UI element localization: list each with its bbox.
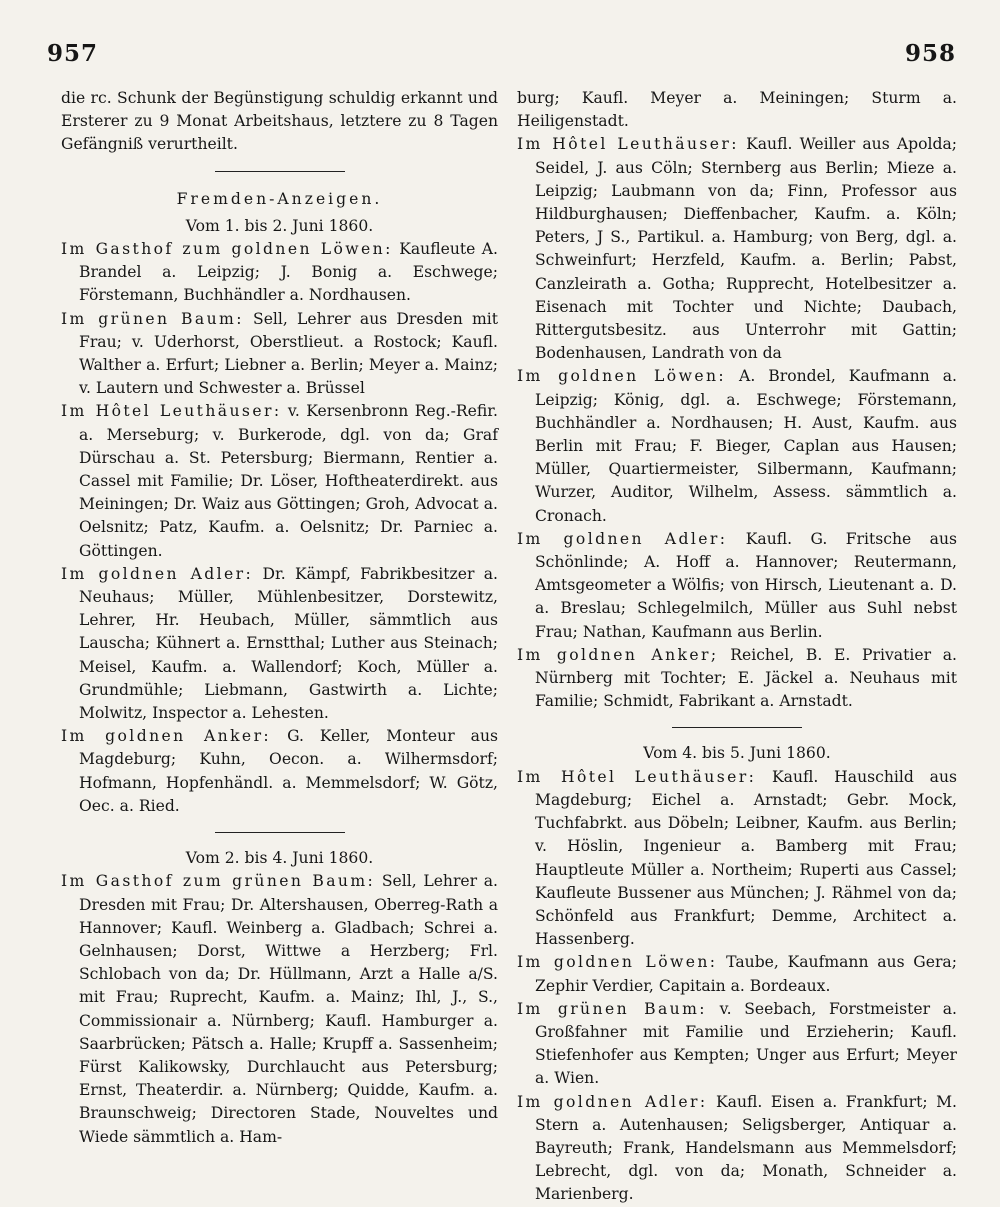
guest-list: Kaufl. Weiller aus Apolda; Seidel, J. aus Cöln; Sternberg aus Berlin; Mieze a. Leipzig; Laubmann von da; Finn, Professor aus Hildburghausen; Dieffenbacher, Kaufm. a. Köln; Peters, J S., Partikul. a. Hamburg; von Berg, dgl. a. Schweinfurt; Herzfeld, Kaufm. a. Berlin; Pabst, Canzleirath a. Gotha; Rupprecht, Hotelbesitzer a. Eisenach mit Tochter und Nichte; Daubach, Rittergutsbesitz. aus Unterrohr mit Gattin; Bodenhausen, Landrath von da <box>535 135 958 363</box>
guest-list: Kaufl. Eisen a. Frankfurt; M. Stern a. Autenhausen; Seligsberger, Antiquar a. Bayreuth; Frank, Handelsmann aus Memmelsdorf; Lebrecht, dgl. von da; Monath, Schneider a. Marienberg. <box>535 1092 957 1204</box>
section-divider <box>215 832 345 833</box>
guest-list: A. Brondel, Kaufmann a. Leipzig; König, dgl. a. Eschwege; Förstemann, Buchhändler a. Nordhausen; H. Aust, Kaufm. aus Berlin mit Frau; F. Bieger, Caplan aus Hausen; Müller, Quartiermeister, Silbermann, Kaufmann; Wurzer, Auditor, Wilhelm, Assess. sämmtlich a. Cronach. <box>535 367 957 525</box>
guest-list: Dr. Kämpf, Fabrikbesitzer a. Neuhaus; Müller, Mühlenbesitzer, Dorstewitz, Lehrer, Hr. Heubach, Müller, sämmtlich aus Lauscha; Kühnert a. Ernstthal; Luther aus Steinach; Meisel, Kaufm. a. Wallendorf; Koch, Müller a. Grundmühle; Liebmann, Gastwirth a. Lichte; Molwitz, Inspector a. Lehesten. <box>79 564 498 723</box>
guest-list: Kaufleute A. Brandel a. Leipzig; J. Bonig a. Eschwege; Förstemann, Buchhändler a. Nordhausen. <box>79 240 498 305</box>
hotel-listing-group <box>517 766 957 1207</box>
section-heading: Fremden-Anzeigen. <box>176 189 383 208</box>
date-heading: Vom 1. bis 2. Juni 1860. <box>185 216 374 235</box>
hotel-name: Im grünen Baum: <box>61 309 244 328</box>
hotel-entry <box>61 725 498 818</box>
page-number-left: 957 <box>47 40 99 67</box>
hotel-entry <box>517 644 957 714</box>
date-heading: Vom 2. bis 4. Juni 1860. <box>185 849 374 868</box>
hotel-name: Im goldnen Adler: <box>517 1092 708 1111</box>
hotel-entry <box>61 308 498 401</box>
hotel-name: Im goldnen Anker; <box>517 645 719 664</box>
hotel-entry <box>517 998 957 1091</box>
hotel-entry <box>517 133 957 365</box>
guest-list: Sell, Lehrer a. Dresden mit Frau; Dr. Altershausen, Oberreg-Rath a Hannover; Kaufl. Weinberg a. Gladbach; Schrei a. Gelnhausen; Dorst, Wittwe a Herzberg; Frl. Schlobach von da; Dr. Hüllmann, Arzt a Halle a/S. mit Frau; Ruprecht, Kaufm. a. Mainz; Ihl, J., S., Commissionair a. Nürnberg; Kaufl. Hamburger a. Saarbrücken; Pätsch a. Halle; Krupff a. Sassenheim; Fürst Kalikowsky, Durchlaucht aus Petersburg; Ernst, Theaterdir. a. Nürnberg; Quidde, Kaufm. a. Braunschweig; Directoren Stade, Nouveltes und Wiede sämmtlich a. Ham- <box>79 872 498 1146</box>
intro-paragraph: die rc. Schunk der Begünstigung schuldig erkannt und Ersterer zu 9 Monat Arbeitshaus, letztere zu 8 Tagen Gefängniß verurtheilt. <box>61 89 498 154</box>
guest-list: Kaufl. Hauschild aus Magdeburg; Eichel a. Arnstadt; Gebr. Mock, Tuchfabrkt. aus Döbeln; Leibner, Kaufm. aus Berlin; v. Höslin, Ingenieur a. Bamberg mit Frau; Hauptleute Müller a. Northeim; Ruperti aus Cassel; Kaufleute Bussener aus München; J. Rähmel von da; Schönfeld aus Frankfurt; Demme, Architect a. Hassenberg. <box>535 767 957 949</box>
section-divider <box>672 727 802 728</box>
hotel-entry <box>61 870 498 1148</box>
section-divider <box>215 171 345 172</box>
guest-list: Sell, Lehrer aus Dresden mit Frau; v. Uderhorst, Oberstlieut. a Rostock; Kaufl. Walther a. Erfurt; Liebner a. Berlin; Meyer a. Mainz; v. Lautern und Schwester a. Brüssel <box>79 309 499 398</box>
hotel-entry <box>517 365 957 527</box>
guest-list: Taube, Kaufmann aus Gera; Zephir Verdier, Capitain a. Bordeaux. <box>535 953 957 995</box>
hotel-name: Im goldnen Adler: <box>61 564 254 583</box>
hotel-listing-group <box>61 870 498 1148</box>
hotel-listing-group <box>517 133 957 713</box>
right-column <box>517 87 957 1207</box>
hotel-name: Im Hôtel Leuthäuser: <box>517 135 739 154</box>
page-number-right: 958 <box>904 40 956 67</box>
hotel-entry <box>61 400 498 562</box>
continuation-paragraph: burg; Kaufl. Meyer a. Meiningen; Sturm a. Heiligenstadt. <box>517 89 957 131</box>
hotel-name: Im goldnen Anker: <box>61 727 272 746</box>
guest-list: v. Kersenbronn Reg.-Refir. a. Merseburg; v. Burkerode, dgl. von da; Graf Dürschau a. St. Petersburg; Biermann, Rentier a. Cassel mit Familie; Dr. Löser, Hoftheaterdirekt. aus Meiningen; Dr. Waiz aus Göttingen; Groh, Advocat a. Oelsnitz; Patz, Kaufm. a. Oelsnitz; Dr. Parniec a. Göttingen. <box>79 402 499 560</box>
hotel-name: Im Gasthof zum goldnen Löwen: <box>61 240 393 259</box>
guest-list: Kaufl. G. Fritsche aus Schönlinde; A. Hoff a. Hannover; Reutermann, Amtsgeometer a Wölfis; von Hirsch, Lieutenant a. D. a. Breslau; Schlegelmilch, Müller aus Suhl nebst Frau; Nathan, Kaufmann aus Berlin. <box>535 529 957 641</box>
guest-list: v. Seebach, Forstmeister a. Großfahner mit Familie und Erzieherin; Kaufl. Stiefenhofer aus Kempten; Unger aus Erfurt; Meyer a. Wien. <box>535 999 957 1088</box>
left-column <box>61 87 498 1149</box>
hotel-name: Im goldnen Löwen: <box>517 953 718 972</box>
hotel-name: Im Hôtel Leuthäuser: <box>517 767 757 786</box>
hotel-name: Im goldnen Löwen: <box>517 367 727 386</box>
guest-list: Reichel, B. E. Privatier a. Nürnberg mit Tochter; E. Jäckel a. Neuhaus mit Familie; Schmidt, Fabrikant a. Arnstadt. <box>535 645 957 711</box>
guest-list: G. Keller, Monteur aus Magdeburg; Kuhn, Oecon. a. Wilhermsdorf; Hofmann, Hopfenhändl. a. Memmelsdorf; W. Götz, Oec. a. Ried. <box>79 727 498 815</box>
hotel-name: Im grünen Baum: <box>517 999 707 1018</box>
hotel-entry <box>517 1091 957 1207</box>
hotel-listing-group <box>61 238 498 818</box>
hotel-entry <box>61 563 498 725</box>
hotel-entry <box>517 528 957 644</box>
hotel-name: Im goldnen Adler: <box>517 529 728 548</box>
date-heading: Vom 4. bis 5. Juni 1860. <box>643 744 831 763</box>
hotel-entry <box>61 238 498 308</box>
hotel-entry <box>517 951 957 997</box>
hotel-entry <box>517 766 957 952</box>
hotel-name: Im Gasthof zum grünen Baum: <box>61 872 376 891</box>
hotel-name: Im Hôtel Leuthäuser: <box>61 402 282 421</box>
